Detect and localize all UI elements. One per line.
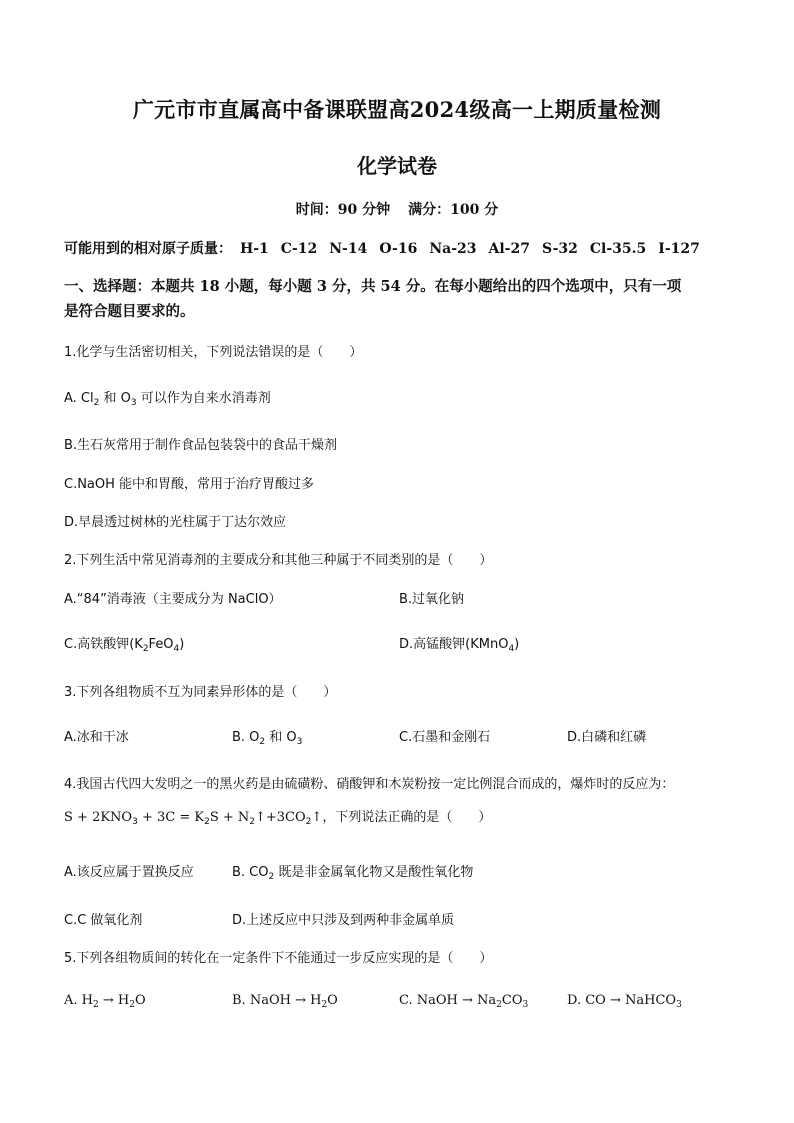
subscript: 3 <box>676 1000 682 1010</box>
equation-text: ↑+3CO <box>255 810 306 825</box>
atomic-mass-item: O-16 <box>379 241 418 257</box>
question-5-option-b <box>232 993 338 1008</box>
question-5-option-c <box>399 993 528 1008</box>
subscript: 2 <box>142 644 149 654</box>
question-4-equation <box>64 806 491 825</box>
subscript: 4 <box>173 644 180 654</box>
question-5-stem: 5.下列各组物质间的转化在一定条件下不能通过一步反应实现的是（ ） <box>64 951 493 966</box>
subscript: 3 <box>522 1000 529 1010</box>
question-2-option-d <box>399 633 519 652</box>
question-4-option-b <box>232 861 473 880</box>
question-1-option-d: D.早晨透过树林的光柱属于丁达尔效应 <box>64 515 287 530</box>
option-text: D.高锰酸钾(KMnO <box>399 637 509 652</box>
exam-subtitle: 化学试卷 <box>357 154 437 178</box>
exam-meta <box>0 199 794 219</box>
atomic-mass-item: Na-23 <box>429 241 477 257</box>
equation-text: ↑ <box>311 810 323 825</box>
question-2-option-b: B.过氧化钠 <box>399 592 465 607</box>
question-4-option-c: C.C 做氧化剂 <box>64 913 143 928</box>
question-4-option-d: D.上述反应中只涉及到两种非金属单质 <box>232 913 455 928</box>
section-heading-line1: 一、选择题：本题共 18 小题，每小题 3 分，共 54 分。在每小题给出的四个选项中，只有一项 <box>64 278 682 295</box>
atomic-mass-item: Cl-35.5 <box>589 241 647 257</box>
atomic-mass-item: H-1 <box>240 241 269 257</box>
option-text: B. NaOH → H <box>232 993 322 1008</box>
question-1-option-c: C.NaOH 能中和胃酸，常用于治疗胃酸过多 <box>64 477 315 492</box>
option-text: FeO <box>148 637 174 652</box>
question-1-option-b: B.生石灰常用于制作食品包装袋中的食品干燥剂 <box>64 438 338 453</box>
atomic-mass-item: S-32 <box>541 241 578 257</box>
exam-score: 满分：100 分 <box>408 202 499 218</box>
equation-text: S + 2KNO <box>64 810 133 825</box>
subscript: 4 <box>508 644 515 654</box>
option-text: A. H <box>64 993 93 1008</box>
option-text: ) <box>179 637 185 652</box>
option-text: 和 O <box>265 730 297 745</box>
atomic-mass-item: N-14 <box>329 241 368 257</box>
option-text: ) <box>514 637 520 652</box>
subscript: 3 <box>296 737 303 747</box>
section-heading-line2: 是符合题目要求的。 <box>64 303 195 320</box>
subscript: 2 <box>259 737 266 747</box>
option-text: D. CO → NaHCO <box>567 993 677 1008</box>
exam-time: 时间：90 分钟 <box>295 202 391 218</box>
atomic-mass-item: I-127 <box>658 241 700 257</box>
subscript: 2 <box>129 1000 135 1010</box>
option-text: C. NaOH → Na <box>399 993 497 1008</box>
atomic-mass-item: C-12 <box>280 241 318 257</box>
atomic-masses <box>64 238 712 258</box>
option-text: CO <box>501 993 523 1008</box>
option-text: 既是非金属氧化物又是酸性氧化物 <box>274 865 474 880</box>
question-5-option-d <box>567 993 682 1008</box>
option-text: O <box>327 993 338 1008</box>
subscript: 3 <box>132 817 138 827</box>
question-4-stem: 4.我国古代四大发明之一的黑火药是由硫磺粉、硝酸钾和木炭粉按一定比例混合而成的，爆炸时的反应为： <box>64 777 675 792</box>
option-text: 可以作为自来水消毒剂 <box>136 391 271 406</box>
subscript: 2 <box>93 1000 99 1010</box>
question-3-option-d: D.白磷和红磷 <box>567 730 647 745</box>
subscript: 2 <box>93 398 100 408</box>
subscript: 2 <box>496 1000 502 1010</box>
option-text: O <box>134 993 146 1008</box>
subscript: 3 <box>130 398 137 408</box>
question-3-option-a: A.冰和干冰 <box>64 730 129 745</box>
equation-text: + 3C = K <box>137 810 205 825</box>
question-5-option-a <box>64 993 146 1008</box>
question-2-stem: 2.下列生活中常见消毒剂的主要成分和其他三种属于不同类别的是（ ） <box>64 553 493 568</box>
option-text: B. O <box>232 730 260 745</box>
atomic-mass-item: Al-27 <box>488 241 530 257</box>
subscript: 2 <box>321 1000 328 1010</box>
option-text: → H <box>98 993 130 1008</box>
question-3-stem: 3.下列各组物质不互为同素异形体的是（ ） <box>64 685 337 700</box>
option-text: B. CO <box>232 865 269 880</box>
question-1-option-a <box>64 387 271 406</box>
question-1-stem: 1.化学与生活密切相关，下列说法错误的是（ ） <box>64 345 363 360</box>
question-3-option-b <box>232 726 302 745</box>
subscript: 2 <box>204 817 210 827</box>
atomic-masses-label: 可能用到的相对原子质量： <box>64 241 232 257</box>
question-2-option-c <box>64 633 184 652</box>
question-2-option-a: A.“84”消毒液（主要成分为 NaClO） <box>64 592 282 607</box>
option-text: A. Cl <box>64 391 94 406</box>
subscript: 2 <box>268 872 275 882</box>
equation-text: S + N <box>209 810 250 825</box>
subscript: 2 <box>305 817 312 827</box>
section-heading <box>64 274 734 324</box>
option-text: 和 O <box>99 391 131 406</box>
question-4-option-a: A.该反应属于置换反应 <box>64 865 194 880</box>
subscript: 2 <box>249 817 255 827</box>
question-3-option-c: C.石墨和金刚石 <box>399 730 491 745</box>
question-4-stem-tail: ，下列说法正确的是（ ） <box>322 810 492 825</box>
exam-title: 广元市市直属高中备课联盟高2024级高一上期质量检测 <box>132 97 662 122</box>
option-text: C.高铁酸钾(K <box>64 637 143 652</box>
